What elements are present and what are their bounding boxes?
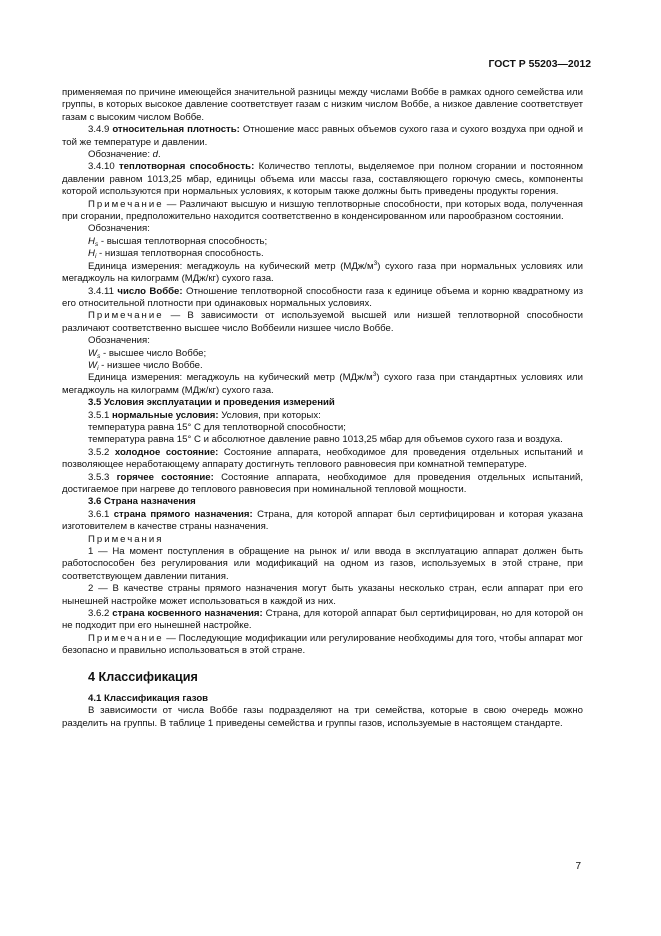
note-label: Примечание bbox=[88, 310, 164, 322]
term-3-5-3 bbox=[62, 472, 583, 497]
unit-text: Единица измерения: мегаджоуль на кубический метр (МДж/м bbox=[88, 260, 374, 272]
term-3-6-2 bbox=[62, 608, 583, 633]
symbol-subscript: s bbox=[97, 352, 101, 360]
term-name: страна прямого назначения: bbox=[113, 508, 253, 520]
term-definition: Состояние аппарата, необходимое для проведения отдельных испытаний и позволяющее неработающему аппарату достигнуть теплового равновесия при комнатной температуре. bbox=[62, 446, 583, 471]
condition-line: температура равна 15° С и абсолютное давление равно 1013,25 мбар для объемов сухого газа и воздуха. bbox=[88, 434, 563, 446]
designation-symbol: d bbox=[152, 149, 159, 161]
section-heading-4-1: 4.1 Классификация газов bbox=[88, 692, 209, 704]
section-heading-4: 4 Классификация bbox=[88, 669, 198, 684]
term-name: горячее состояние: bbox=[116, 471, 214, 483]
clause-number: 3.5.3 bbox=[88, 471, 117, 483]
note bbox=[62, 633, 583, 658]
note bbox=[62, 310, 583, 335]
term-definition: Страна, для которой аппарат был сертифицирован и которая указана изготовителем в качестве страны назначения. bbox=[62, 508, 583, 533]
note-text: — В зависимости от используемой высшей или низшей теплотворной способности различают соответственно высшее число Воббеили низшее число Воббе. bbox=[62, 310, 583, 334]
designation-text: - высшее число Воббе; bbox=[100, 347, 207, 359]
term-definition: Количество теплоты, выделяемое при полном сгорании и постоянном давлении равном 1013,25 мбар, единицы объема или массы газа, составляющего горючую смесь, компоненты которой используются при нормальных условиях, к которым также должны быть приведены продукты горения. bbox=[62, 161, 583, 198]
designations-heading: Обозначения: bbox=[88, 223, 150, 235]
symbol-subscript: i bbox=[97, 364, 99, 372]
clause-number: 3.6.2 bbox=[88, 608, 113, 620]
clause-number: 3.4.9 bbox=[88, 124, 113, 136]
clause-number: 3.5.1 bbox=[88, 409, 113, 421]
term-definition: Отношение масс равных объемов сухого газа и сухого воздуха при одной и той же температуре и давлении. bbox=[62, 124, 583, 148]
standard-number: ГОСТ Р 55203—2012 bbox=[488, 59, 591, 70]
term-3-6-1 bbox=[62, 509, 583, 534]
clause-number: 3.6.1 bbox=[88, 508, 114, 520]
unit-line bbox=[62, 372, 583, 397]
term-name: нормальные условия: bbox=[112, 409, 219, 421]
designation-wi bbox=[62, 360, 583, 372]
note-text: — Последующие модификации или регулирование необходимы для того, чтобы аппарат мог безопасно и правильно использоваться в этой стране. bbox=[62, 632, 583, 657]
note-text: — Различают высшую и низшую теплотворные способности, при которых вода, полученная при сгорании, предположительно находится соответственно в конденсированном или парообразном состоянии. bbox=[62, 198, 583, 223]
section-heading-3-6: 3.6 Страна назначения bbox=[88, 496, 196, 508]
symbol: H bbox=[88, 248, 95, 260]
section-heading-3-5: 3.5 Условия эксплуатации и проведения измерений bbox=[88, 397, 335, 409]
term-definition: Отношение теплотворной способности газа к единице объема и корню квадратному из его относительной плотности при одинаковых нормальных условиях. bbox=[62, 285, 583, 309]
designations-heading: Обозначения: bbox=[88, 335, 150, 347]
term-name: страна косвенного назначения: bbox=[112, 608, 263, 620]
designation-text: - высшая теплотворная способность; bbox=[98, 235, 268, 247]
unit-superscript: 3 bbox=[372, 371, 377, 379]
page-number: 7 bbox=[575, 861, 581, 872]
note-label: Примечание bbox=[88, 198, 164, 210]
symbol: W bbox=[88, 359, 98, 371]
notes-label: Примечания bbox=[88, 533, 164, 545]
term-3-4-11 bbox=[62, 286, 583, 311]
designation-end: . bbox=[158, 149, 161, 161]
term-name: относительная плотность: bbox=[112, 124, 240, 136]
designation-ws bbox=[62, 348, 583, 360]
note-label: Примечание bbox=[88, 632, 164, 644]
clause-number: 3.5.2 bbox=[88, 446, 115, 458]
clause-number: 3.4.10 bbox=[88, 161, 119, 173]
designation-text: - низшее число Воббе. bbox=[98, 359, 203, 371]
symbol: W bbox=[88, 347, 98, 359]
unit-superscript: 3 bbox=[373, 259, 378, 267]
unit-line bbox=[62, 261, 583, 286]
clause-number: 3.4.11 bbox=[88, 285, 118, 297]
term-definition: Страна, для которой аппарат был сертифицирован, но для которой он не подходит при его нынешней настройке. bbox=[62, 608, 583, 632]
note-item-1: 1 — На момент поступления в обращение на рынок и/ или ввода в эксплуатацию аппарат должен быть работоспособен без регулирования или модификаций на одном из газов, используемых в этой стране, при соответствующем давлении питания. bbox=[62, 546, 583, 582]
symbol: H bbox=[88, 235, 95, 247]
term-3-4-10 bbox=[62, 161, 583, 198]
designation-hi bbox=[62, 248, 583, 260]
designation-lead: Обозначение: bbox=[88, 149, 153, 161]
unit-text-end: ) сухого газа при стандартных условиях или мегаджоуль на килограмм (МДж/кг) сухого газа. bbox=[62, 372, 583, 396]
term-3-4-9 bbox=[62, 124, 583, 149]
unit-text: Единица измерения: мегаджоуль на кубический метр (МДж/м bbox=[88, 372, 373, 384]
term-definition: Состояние аппарата, необходимое для проведения отдельных испытаний, достигаемое при нагреве до теплового равновесия при номинальной тепловой мощности. bbox=[62, 471, 583, 495]
designation-line bbox=[62, 149, 583, 161]
page-content bbox=[62, 87, 583, 730]
note-item-2: 2 — В качестве страны прямого назначения могут быть указаны несколько стран, если аппарат при его нынешней настройке может использоваться в каждой из них. bbox=[62, 583, 583, 607]
note bbox=[62, 199, 583, 224]
designation-text: - низшая теплотворная способность. bbox=[96, 248, 264, 260]
designation-hs bbox=[62, 236, 583, 248]
term-3-5-2 bbox=[62, 447, 583, 472]
paragraph: В зависимости от числа Воббе газы подразделяют на три семейства, которые в свою очередь можно разделить на группы. В таблице 1 приведены семейства и группы газов, используемые в настоящем стандарте. bbox=[62, 705, 583, 729]
term-name: число Воббе: bbox=[117, 285, 183, 297]
term-3-5-1 bbox=[62, 410, 583, 422]
unit-text-end: ) сухого газа при нормальных условиях или мегаджоуль на килограмм (МДж/кг) сухого газа. bbox=[62, 260, 583, 285]
symbol-subscript: i bbox=[94, 253, 97, 261]
symbol-subscript: s bbox=[94, 240, 99, 248]
term-name: холодное состояние: bbox=[114, 446, 219, 458]
term-definition: Условия, при которых: bbox=[218, 409, 321, 421]
paragraph: применяемая по причине имеющейся значительной разницы между числами Воббе в рамках одного семейства или группы, в которых высокое давление соответствует газам с низким числом Воббе, а низкое давление соответствует газам с высоким числом Воббе. bbox=[62, 87, 583, 123]
term-name: теплотворная способность: bbox=[118, 161, 255, 173]
condition-line: температура равна 15° С для теплотворной способности; bbox=[88, 421, 346, 433]
